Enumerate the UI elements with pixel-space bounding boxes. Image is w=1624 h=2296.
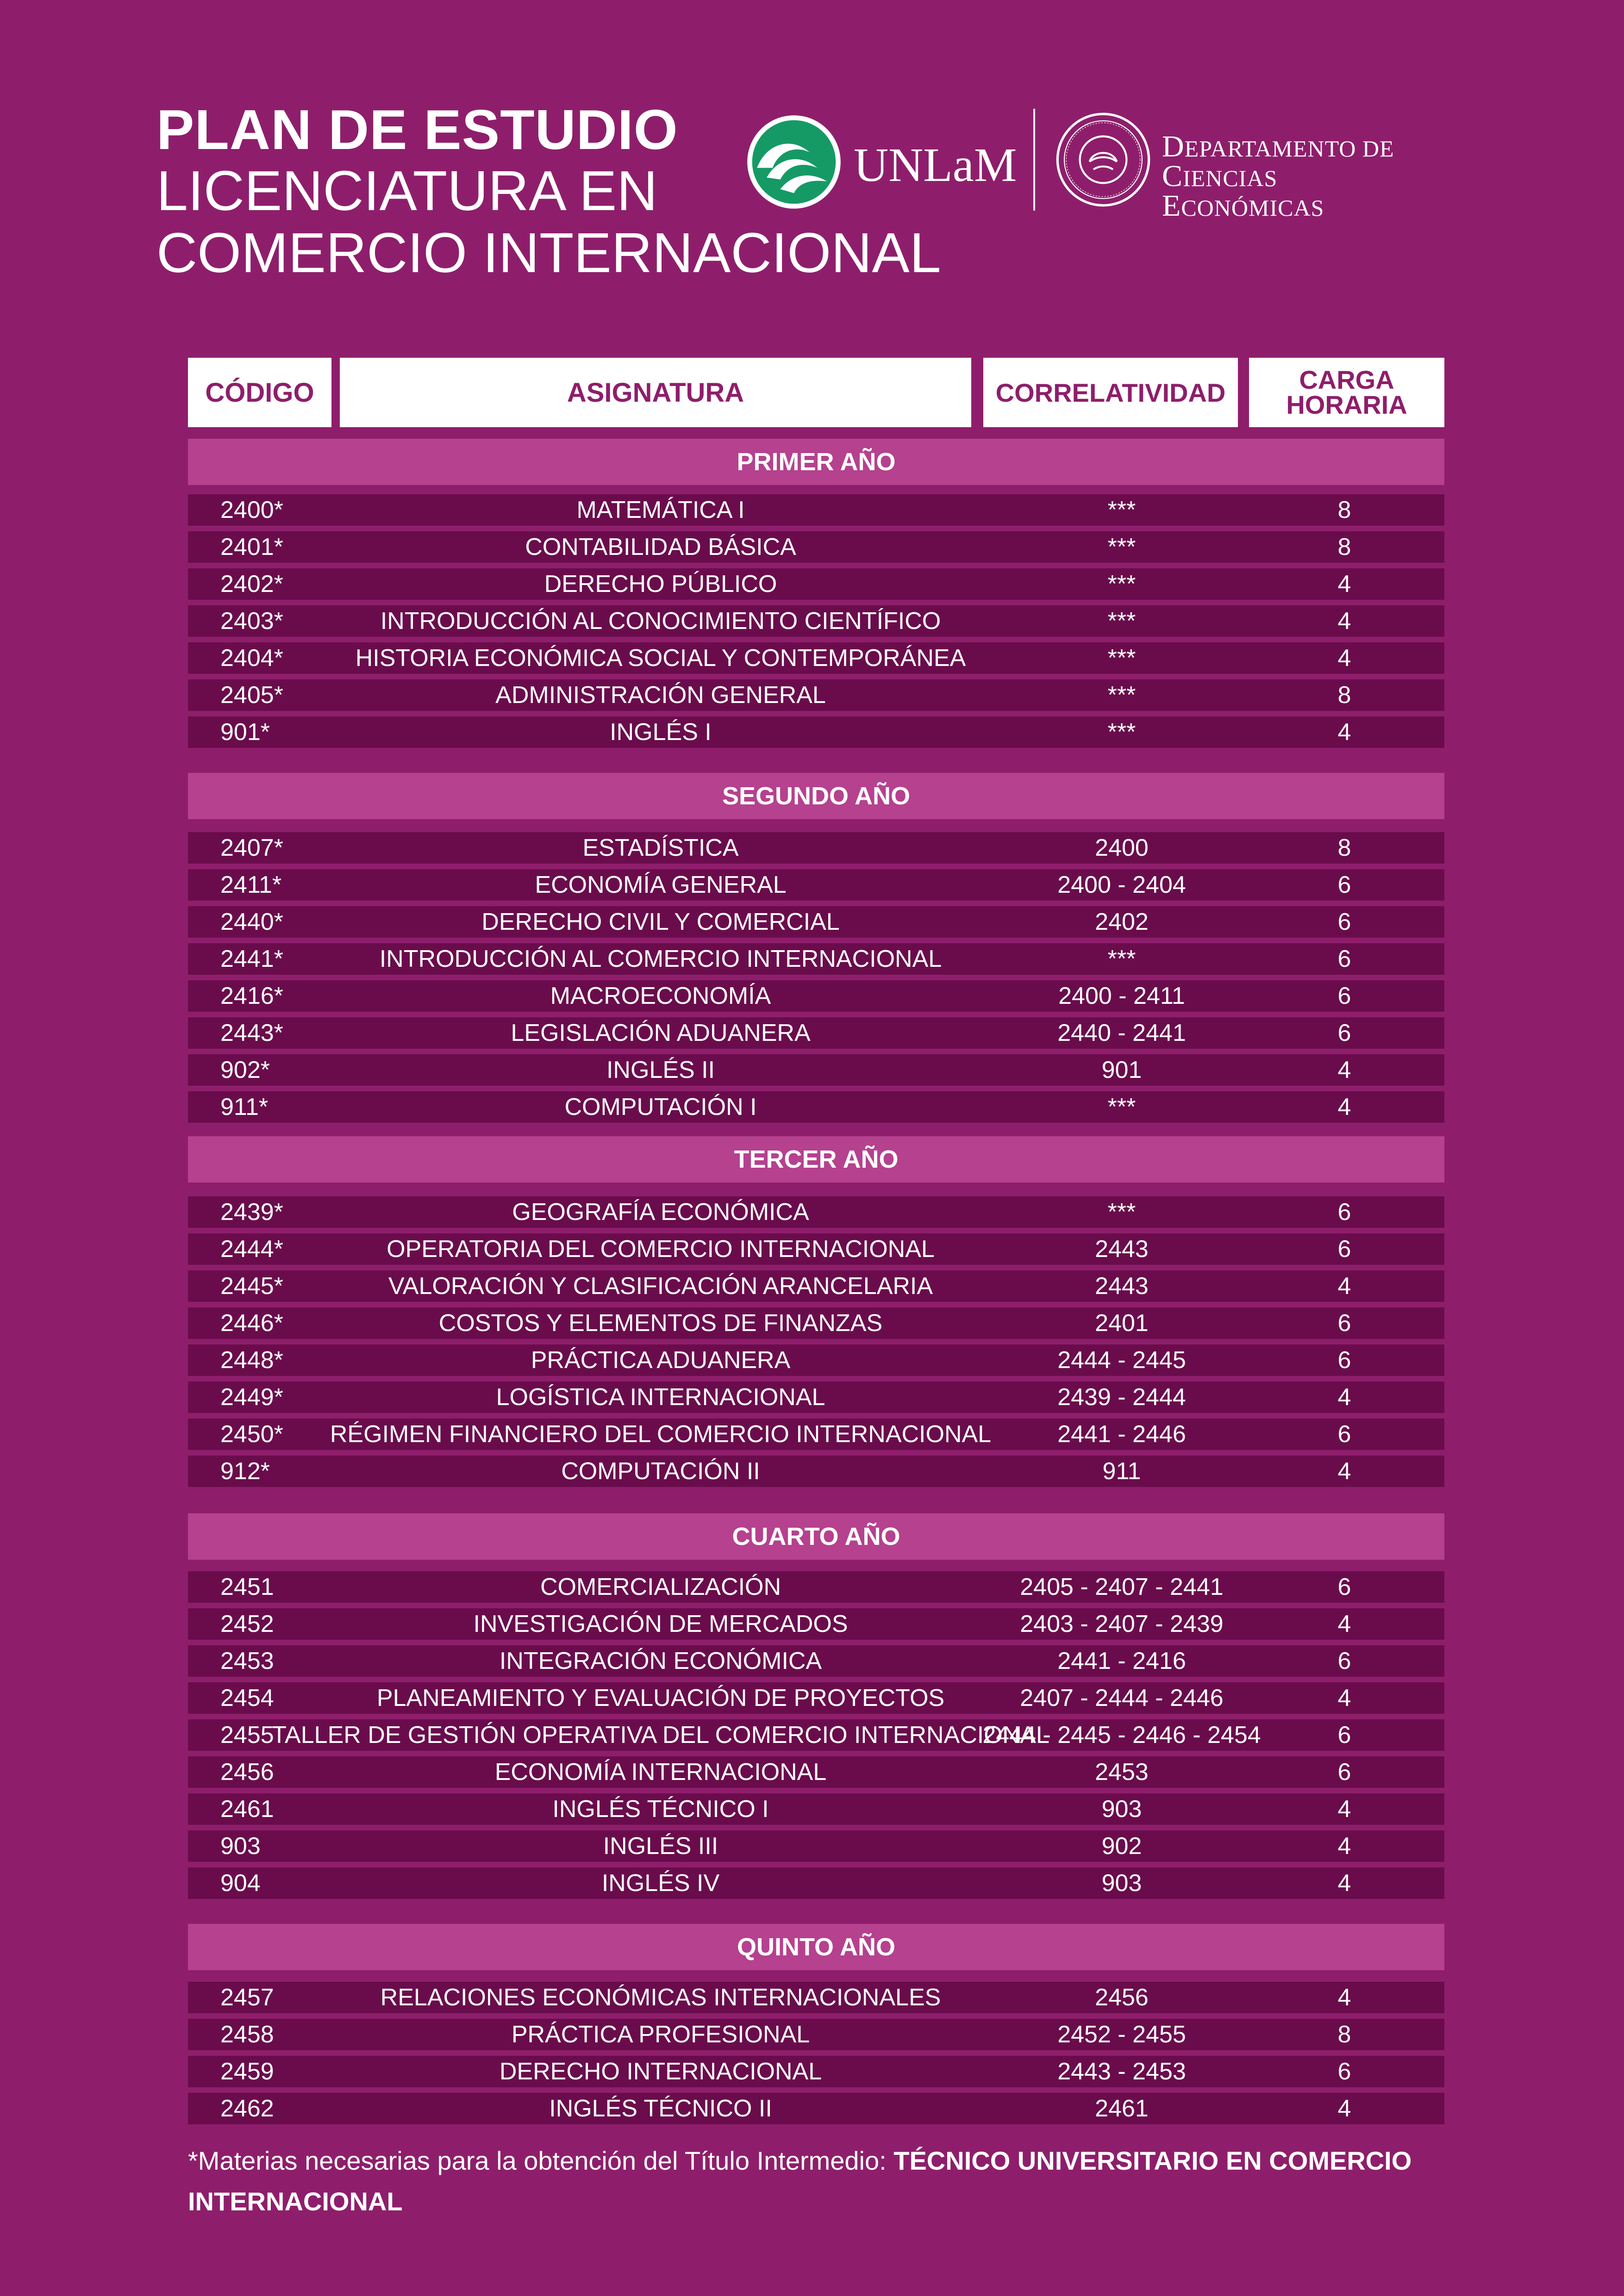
subject-hours: 6 [1337, 1310, 1351, 1337]
subject-name: INGLÉS TÉCNICO I [552, 1796, 769, 1823]
table-row [188, 1867, 1444, 1899]
subject-hours: 6 [1337, 1236, 1351, 1263]
subject-hours: 6 [1337, 908, 1351, 935]
subject-correlativity: 2444 - 2445 [1057, 1347, 1186, 1374]
subject-correlativity: 2402 [1095, 908, 1149, 935]
subject-code: 2457 [220, 1984, 274, 2011]
subject-code: 2443* [220, 1020, 283, 1046]
subject-correlativity: 2461 [1095, 2095, 1149, 2122]
table-row [188, 1419, 1444, 1450]
page-title: PLAN DE ESTUDIO [156, 98, 678, 161]
subject-hours: 6 [1337, 1759, 1351, 1786]
subject-name: COMPUTACIÓN II [561, 1458, 760, 1485]
subject-name: INTRODUCCIÓN AL COMERCIO INTERNACIONAL [379, 946, 942, 972]
subject-correlativity: 2453 [1095, 1759, 1149, 1786]
subject-name: RÉGIMEN FINANCIERO DEL COMERCIO INTERNACIONAL [330, 1421, 992, 1448]
table-row [188, 605, 1444, 637]
subject-code: 2456 [220, 1759, 274, 1786]
subject-name: PRÁCTICA PROFESIONAL [511, 2021, 810, 2048]
subject-name: COMPUTACIÓN I [564, 1094, 757, 1120]
subject-name: HISTORIA ECONÓMICA SOCIAL Y CONTEMPORÁNEA [355, 645, 966, 672]
table-row [188, 1982, 1444, 2013]
subject-name: PRÁCTICA ADUANERA [531, 1347, 791, 1374]
subject-correlativity: *** [1107, 1199, 1136, 1226]
subject-code: 2440* [220, 908, 283, 935]
subject-code: 901* [220, 719, 270, 746]
subject-name: DERECHO INTERNACIONAL [499, 2058, 822, 2085]
subject-code: 911* [220, 1094, 269, 1120]
subject-name: INGLÉS IV [601, 1870, 720, 1897]
subject-hours: 4 [1337, 1984, 1351, 2011]
table-row [188, 943, 1444, 975]
subject-name: OPERATORIA DEL COMERCIO INTERNACIONAL [387, 1236, 935, 1263]
table-row [188, 1196, 1444, 1228]
table-row [188, 2019, 1444, 2050]
department-seal-icon [1055, 111, 1152, 208]
table-row [188, 2093, 1444, 2124]
table-row [188, 642, 1444, 674]
subject-correlativity: 2443 - 2453 [1057, 2058, 1186, 2085]
subject-correlativity: 2403 - 2407 - 2439 [1020, 1611, 1224, 1637]
subject-correlativity: 911 [1102, 1458, 1141, 1485]
table-row [188, 1719, 1444, 1751]
year-heading: SEGUNDO AÑO [188, 773, 1444, 819]
subject-correlativity: 2407 - 2444 - 2446 [1020, 1685, 1224, 1711]
year-heading: CUARTO AÑO [188, 1513, 1444, 1560]
subject-hours: 6 [1337, 946, 1351, 972]
subject-hours: 6 [1337, 1722, 1351, 1748]
subject-code: 2401* [220, 534, 283, 560]
table-row [188, 1091, 1444, 1123]
subject-correlativity: 901 [1101, 1057, 1142, 1083]
subject-name: COSTOS Y ELEMENTOS DE FINANZAS [438, 1310, 883, 1337]
subject-code: 902* [220, 1057, 270, 1083]
subject-code: 2405* [220, 682, 283, 709]
subject-code: 2451 [220, 1574, 274, 1600]
subject-name: VALORACIÓN Y CLASIFICACIÓN ARANCELARIA [388, 1273, 933, 1300]
subject-name: DERECHO CIVIL Y COMERCIAL [481, 908, 840, 935]
table-row [188, 869, 1444, 901]
subject-correlativity: *** [1107, 571, 1136, 597]
subject-code: 2450* [220, 1421, 283, 1448]
subject-correlativity: 2401 [1095, 1310, 1149, 1337]
subject-code: 2454 [220, 1685, 274, 1711]
table-row [188, 1054, 1444, 1086]
subject-correlativity: 2443 [1095, 1236, 1149, 1263]
subject-hours: 4 [1337, 1057, 1351, 1083]
table-row [188, 1381, 1444, 1413]
table-row [188, 1756, 1444, 1788]
subject-code: 2444* [220, 1236, 283, 1263]
subject-hours: 4 [1337, 1685, 1351, 1711]
subject-code: 2400* [220, 497, 283, 523]
table-row [188, 568, 1444, 600]
subject-code: 2459 [220, 2058, 274, 2085]
subject-correlativity: 2400 [1095, 834, 1149, 861]
subject-correlativity: *** [1107, 645, 1136, 672]
table-row [188, 1270, 1444, 1302]
subject-code: 2452 [220, 1611, 274, 1637]
table-row [188, 1645, 1444, 1677]
subject-name: ESTADÍSTICA [582, 834, 739, 861]
subject-hours: 4 [1337, 571, 1351, 597]
table-row [188, 1682, 1444, 1714]
year-heading: TERCER AÑO [188, 1136, 1444, 1182]
table-row [188, 2056, 1444, 2087]
subject-correlativity: *** [1107, 608, 1136, 635]
subject-hours: 8 [1337, 534, 1351, 560]
table-row [188, 716, 1444, 748]
page-subtitle-line2: COMERCIO INTERNACIONAL [156, 221, 941, 284]
subject-name: DERECHO PÚBLICO [544, 571, 777, 597]
subject-name: PLANEAMIENTO Y EVALUACIÓN DE PROYECTOS [376, 1685, 945, 1711]
unlam-wordmark: UNLaM [854, 138, 1017, 192]
subject-code: 2402* [220, 571, 283, 597]
subject-code: 903 [220, 1833, 261, 1860]
subject-code: 2411* [220, 871, 282, 898]
subject-hours: 4 [1337, 1384, 1351, 1411]
subject-correlativity: 2452 - 2455 [1057, 2021, 1186, 2048]
subject-name: RELACIONES ECONÓMICAS INTERNACIONALES [380, 1984, 941, 2011]
subject-correlativity: *** [1107, 682, 1136, 709]
subject-correlativity: 2444 - 2445 - 2446 - 2454 [982, 1722, 1261, 1748]
subject-name: CONTABILIDAD BÁSICA [525, 534, 796, 560]
table-row [188, 1307, 1444, 1339]
table-row [188, 494, 1444, 526]
subject-code: 2453 [220, 1648, 274, 1674]
page-subtitle-line1: LICENCIATURA EN [156, 159, 658, 222]
subject-hours: 6 [1337, 1648, 1351, 1674]
subject-name: GEOGRAFÍA ECONÓMICA [512, 1199, 809, 1226]
table-row [188, 980, 1444, 1012]
subject-code: 2439* [220, 1199, 283, 1226]
table-row [188, 531, 1444, 563]
subject-code: 2445* [220, 1273, 283, 1300]
subject-correlativity: 2405 - 2407 - 2441 [1020, 1574, 1224, 1600]
subject-name: INTRODUCCIÓN AL CONOCIMIENTO CIENTÍFICO [380, 608, 941, 635]
subject-hours: 6 [1337, 1347, 1351, 1374]
table-row [188, 906, 1444, 938]
subject-hours: 4 [1337, 1611, 1351, 1637]
subject-hours: 4 [1337, 1870, 1351, 1897]
logo-divider [1033, 109, 1035, 211]
subject-name: INGLÉS III [603, 1833, 718, 1860]
subject-code: 2461 [220, 1796, 274, 1823]
subject-hours: 6 [1337, 2058, 1351, 2085]
logos [745, 109, 1440, 223]
subject-name: INTEGRACIÓN ECONÓMICA [499, 1648, 822, 1674]
subject-hours: 6 [1337, 1020, 1351, 1046]
table-row [188, 1456, 1444, 1487]
table-row [188, 1830, 1444, 1862]
header-hours: CARGA HORARIA [1249, 358, 1444, 427]
subject-code: 2458 [220, 2021, 274, 2048]
subject-correlativity: 2440 - 2441 [1057, 1020, 1186, 1046]
subject-name: INGLÉS I [610, 719, 712, 746]
subject-code: 2449* [220, 1384, 283, 1411]
year-heading: PRIMER AÑO [188, 439, 1444, 485]
subject-correlativity: 2441 - 2446 [1057, 1421, 1186, 1448]
table-row [188, 679, 1444, 711]
subject-name: MATEMÁTICA I [576, 497, 745, 523]
table-row [188, 1571, 1444, 1603]
subject-name: INVESTIGACIÓN DE MERCADOS [473, 1611, 848, 1637]
subject-hours: 6 [1337, 1421, 1351, 1448]
subject-correlativity: *** [1107, 497, 1136, 523]
table-row [188, 1233, 1444, 1265]
header-code: CÓDIGO [188, 358, 331, 427]
subject-name: INGLÉS TÉCNICO II [549, 2095, 772, 2122]
subject-code: 2407* [220, 834, 283, 861]
subject-hours: 6 [1337, 1199, 1351, 1226]
subject-hours: 4 [1337, 1796, 1351, 1823]
subject-name: ECONOMÍA INTERNACIONAL [494, 1759, 827, 1786]
subject-hours: 4 [1337, 1458, 1351, 1485]
subject-name: TALLER DE GESTIÓN OPERATIVA DEL COMERCIO INTERNACIONAL [272, 1722, 1049, 1748]
subject-hours: 8 [1337, 2021, 1351, 2048]
subject-hours: 6 [1337, 1574, 1351, 1600]
subject-correlativity: 902 [1101, 1833, 1142, 1860]
subject-correlativity: 903 [1101, 1870, 1142, 1897]
subject-hours: 4 [1337, 1094, 1351, 1120]
table-row [188, 1344, 1444, 1376]
table-row [188, 1793, 1444, 1825]
header-subject: ASIGNATURA [340, 358, 971, 427]
subject-code: 2455 [220, 1722, 274, 1748]
subject-code: 2404* [220, 645, 283, 672]
subject-correlativity: *** [1107, 946, 1136, 972]
subject-correlativity: 2439 - 2444 [1057, 1384, 1186, 1411]
subject-correlativity: 2443 [1095, 1273, 1149, 1300]
subject-correlativity: 2441 - 2416 [1057, 1648, 1186, 1674]
subject-code: 912* [220, 1458, 270, 1485]
subject-correlativity: *** [1107, 719, 1136, 746]
year-heading: QUINTO AÑO [188, 1924, 1444, 1970]
table-row [188, 832, 1444, 864]
subject-hours: 8 [1337, 497, 1351, 523]
subject-correlativity: 2400 - 2411 [1058, 983, 1185, 1009]
subject-name: INGLÉS II [606, 1057, 715, 1083]
table-row [188, 1608, 1444, 1640]
subject-name: COMERCIALIZACIÓN [540, 1574, 781, 1600]
subject-hours: 4 [1337, 645, 1351, 672]
subject-code: 2416* [220, 983, 283, 1009]
subject-code: 2441* [220, 946, 283, 972]
subject-name: MACROECONOMÍA [550, 983, 771, 1009]
header-correlativity: CORRELATIVIDAD [983, 358, 1238, 427]
subject-hours: 6 [1337, 983, 1351, 1009]
subject-code: 2462 [220, 2095, 274, 2122]
subject-name: LOGÍSTICA INTERNACIONAL [496, 1384, 825, 1411]
subject-name: ECONOMÍA GENERAL [535, 871, 787, 898]
subject-correlativity: 2456 [1095, 1984, 1149, 2011]
subject-hours: 8 [1337, 682, 1351, 709]
subject-code: 2403* [220, 608, 283, 635]
subject-correlativity: 903 [1101, 1796, 1142, 1823]
subject-name: LEGISLACIÓN ADUANERA [511, 1020, 811, 1046]
unlam-logo-icon [745, 113, 843, 211]
subject-code: 2446* [220, 1310, 283, 1337]
subject-code: 2448* [220, 1347, 283, 1374]
subject-hours: 4 [1337, 719, 1351, 746]
subject-hours: 4 [1337, 1833, 1351, 1860]
subject-hours: 4 [1337, 2095, 1351, 2122]
subject-hours: 8 [1337, 834, 1351, 861]
subject-hours: 4 [1337, 608, 1351, 635]
subject-hours: 6 [1337, 871, 1351, 898]
department-name: DEPARTAMENTO DE CIENCIAS ECONÓMICAS [1162, 130, 1394, 223]
subject-name: ADMINISTRACIÓN GENERAL [495, 682, 826, 709]
footnote: *Materias necesarias para la obtención del Título Intermedio: TÉCNICO UNIVERSITARIO EN COMERCIO INTERNACIONAL [188, 2146, 1412, 2216]
subject-correlativity: *** [1107, 1094, 1136, 1120]
table-row [188, 1017, 1444, 1049]
subject-hours: 4 [1337, 1273, 1351, 1300]
subject-correlativity: 2400 - 2404 [1057, 871, 1186, 898]
subject-correlativity: *** [1107, 534, 1136, 560]
subject-code: 904 [220, 1870, 261, 1897]
